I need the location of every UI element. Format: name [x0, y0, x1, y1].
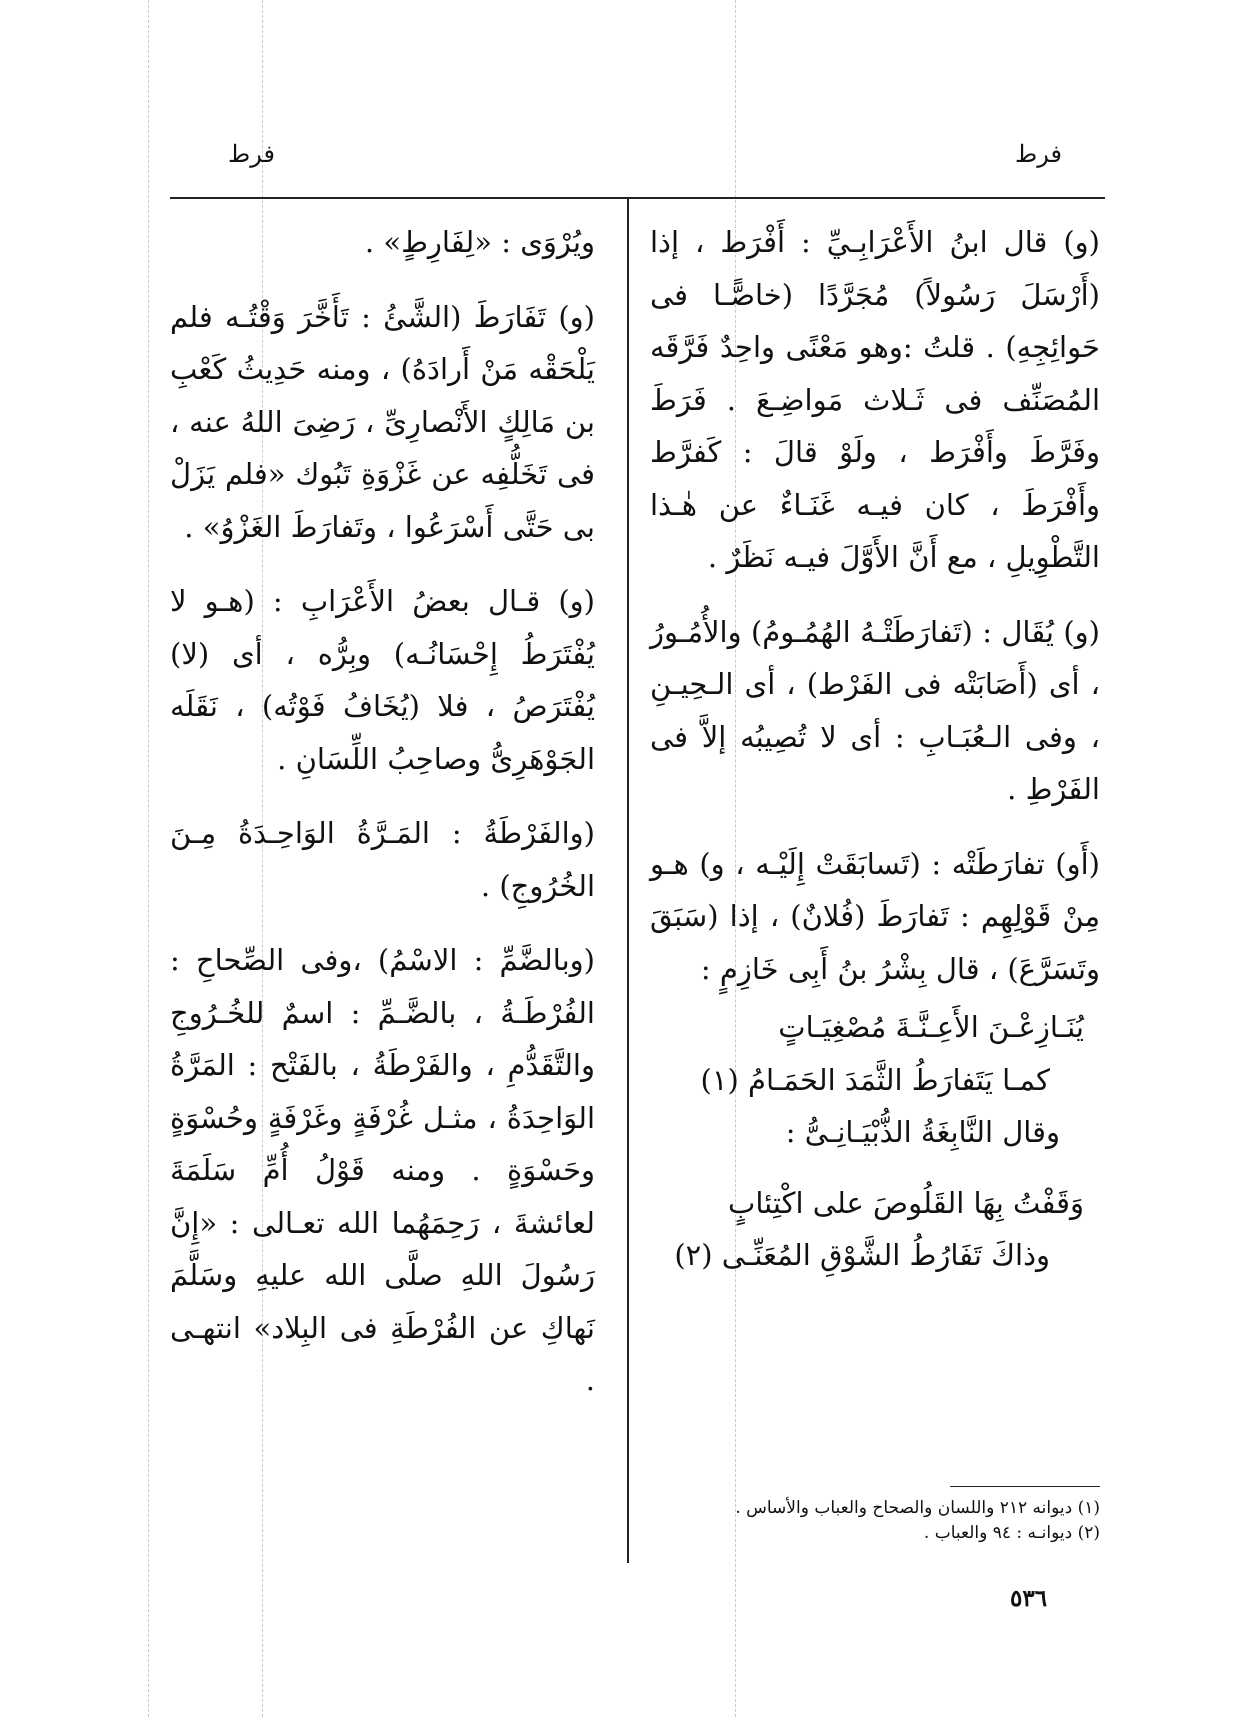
column-divider [627, 198, 629, 1563]
left-column [170, 216, 595, 1429]
footnotes [650, 1496, 1100, 1546]
paragraph: (و) يُقَال : (تَفارَطَتْـهُ الهُمُـومُ) والأُمُـورُ ، أى (أَصَابَتْه فى الفَرْط) ، أى الـحِيـنِ ، وفى الـعُبَـابِ : أى لا تُصِيبُه إلاَّ فى الفَرْطِ . [650, 614, 1100, 806]
page-number: ٥٣٦ [1010, 1585, 1048, 1612]
paragraph: (وبالضَّمِّ : الاسْمُ) ،وفى الصِّحاحِ : الفُرْطَـةُ ، بالضَّـمِّ : اسمٌ للخُـرُوجِ والتَّقَدُّمِ ، والفَرْطَةُ ، بالفَتْح : المَرَّةُ الوَاحِدَةُ ، مثـل غُرْفَةٍ وغَرْفَةٍ وحُسْوَةٍ وحَسْوَةٍ . ومنه قَوْلُ أُمِّ سَلَمَةَ لعائشةَ ، رَحِمَهُما الله تعـالى : «إِنَّ رَسُولَ اللهِ صلَّى الله عليهِ وسَلَّمَ نَهاكِ عن الفُرْطَةِ فى البِلاد» انتهـى . [170, 943, 595, 1397]
verse-line: وذاكَ تَفَارُطُ الشَّوْقِ المُعَنِّـى (٢) [674, 1238, 1050, 1272]
scan-artifact-line [148, 0, 149, 1717]
paragraph: (و) قال ابنُ الأَعْرَابِـيِّ : أَفْرَط ، إذا (أَرْسَلَ رَسُولاً) مُجَرَّدًا (خاصًّـا فى حَوائِجِهِ) . قلتُ :وهو مَعْنًى واحِدٌ فَرَّقَه المُصَنِّف فى ثَـلاث مَواضِـعَ . فَرَطَ وفَرَّطَ وأَفْرَط ، ولَوْ قالَ : كَفرَّط وأَفْرَطَ ، كان فيـه غَنَـاءٌ عن هٰـذا التَّطْوِيلِ ، مع أَنَّ الأَوَّلَ فيـه نَظَرٌ . [650, 225, 1100, 574]
verse-line: يُنَـازِعْـنَ الأَعِـنَّـةَ مُصْغِيَـاتٍ [778, 1010, 1084, 1044]
verse-line: كمـا يَتَفارَطُ الثَّمَدَ الحَمَـامُ (١) [700, 1062, 1050, 1097]
paragraph: (أَو) تفارَطَتْه : (تَسابَقَتْ إِلَيْـه ، و) هـو مِنْ قَوْلِهِم : تَفارَطَ (فُلانٌ) ، إذا (سَبَقَ وتَسَرَّعَ) ، قال بِشْرُ بنُ أَبِى خَازِمٍ : [650, 846, 1100, 986]
paragraph: (و) قـال بعضُ الأَعْرَابِ : (هـو لا يُفْتَرَطُ إِحْسَانُـه) وبِرُّه ، أى (لا) يُفْتَرَصُ ، فلا (يُخَافُ فَوْتُه) ، نَقَلَه الجَوْهَرِىُّ وصاحِبُ اللِّسَانِ . [170, 584, 595, 776]
right-column [650, 216, 1100, 1282]
running-head-left: فرط [228, 140, 275, 168]
verse-intro: وقال النَّابِغَةُ الذُّبْيَـانِـىُّ : [785, 1115, 1060, 1149]
footnote-rule [950, 1486, 1100, 1487]
footnote: (٢) ديوانـه : ٩٤ والعباب . [923, 1523, 1100, 1543]
verse-line: وَقَفْتُ بِهَا القَلُوصَ على اكْتِئابٍ [728, 1185, 1084, 1220]
running-head-right: فرط [1015, 140, 1062, 168]
paragraph: (والفَرْطَةُ : المَـرَّةُ الوَاحِـدَةُ مِـنَ الخُرُوجِ) . [170, 816, 595, 903]
header-rule [170, 197, 1105, 199]
paragraph: ويُرْوَى : «لِفَارِطٍ» . [364, 225, 595, 259]
paragraph: (و) تَفَارَطَ (الشَّئُ : تَأَخَّرَ وَقْتُـه فلم يَلْحَقْه مَنْ أَرادَهُ) ، ومنه حَدِيثُ كَعْبِ بن مَالِكٍ الأَنْصارِىِّ ، رَضِىَ اللهُ عنه ، فى تَخَلُّفِه عن غَزْوَةِ تَبُوك «فلم يَزَلْ بى حَتَّى أَسْرَعُوا ، وتَفارَطَ الغَزْوُ» . [170, 299, 595, 544]
footnote: (١) ديوانه ٢١٢ واللسان والصحاح والعباب والأساس . [735, 1498, 1100, 1518]
